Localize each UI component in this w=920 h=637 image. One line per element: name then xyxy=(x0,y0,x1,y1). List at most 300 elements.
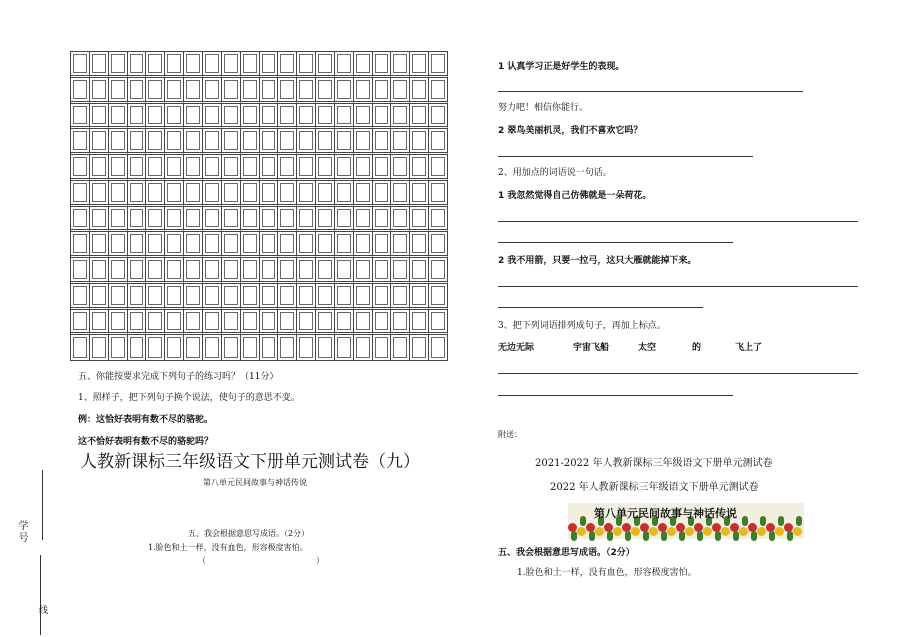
grid-cell[interactable] xyxy=(410,258,429,284)
grid-cell[interactable] xyxy=(90,52,109,78)
grid-cell[interactable] xyxy=(90,232,109,258)
grid-cell[interactable] xyxy=(354,207,373,233)
grid-cell[interactable] xyxy=(165,207,184,233)
grid-cell[interactable] xyxy=(316,232,335,258)
grid-cell[interactable] xyxy=(354,232,373,258)
grid-cell[interactable] xyxy=(241,52,260,78)
grid-cell[interactable] xyxy=(278,155,297,181)
grid-cell[interactable] xyxy=(391,104,410,130)
grid-cell[interactable] xyxy=(354,335,373,361)
idiom-question: 1.脸色和土一样，没有血色，形容极度害怕。 xyxy=(148,543,308,552)
grid-cell[interactable] xyxy=(335,207,354,233)
grid-cell[interactable] xyxy=(316,310,335,336)
sentence-3: 1 我忽然觉得自己仿佛就是一朵荷花。 xyxy=(498,191,652,201)
grid-cell[interactable] xyxy=(109,52,128,78)
leaf-icon xyxy=(787,531,793,541)
grid-cell[interactable] xyxy=(335,258,354,284)
grid-cell[interactable] xyxy=(203,310,222,336)
grid-cell[interactable] xyxy=(260,129,279,155)
grid-cell[interactable] xyxy=(165,284,184,310)
grid-cell[interactable] xyxy=(146,310,165,336)
grid-cell[interactable] xyxy=(71,52,90,78)
grid-cell[interactable] xyxy=(241,284,260,310)
grid-cell[interactable] xyxy=(203,284,222,310)
page-title: 人教新课标三年级语文下册单元测试卷（九） xyxy=(80,452,420,472)
grid-cell[interactable] xyxy=(335,181,354,207)
grid-cell[interactable] xyxy=(128,155,147,181)
grid-cell[interactable] xyxy=(222,284,241,310)
grid-cell[interactable] xyxy=(71,155,90,181)
grid-cell[interactable] xyxy=(241,232,260,258)
leaf-icon xyxy=(589,531,595,541)
grid-cell[interactable] xyxy=(184,155,203,181)
appendix-label: 附送： xyxy=(498,430,522,439)
grid-cell[interactable] xyxy=(109,155,128,181)
grid-cell[interactable] xyxy=(203,155,222,181)
grid-cell[interactable] xyxy=(354,284,373,310)
binding-line xyxy=(40,555,41,635)
grid-cell[interactable] xyxy=(146,52,165,78)
grid-cell[interactable] xyxy=(222,181,241,207)
grid-cell[interactable] xyxy=(128,232,147,258)
grid-cell[interactable] xyxy=(71,258,90,284)
grid-cell[interactable] xyxy=(391,52,410,78)
grid-cell[interactable] xyxy=(373,78,392,104)
grid-cell[interactable] xyxy=(203,129,222,155)
grid-cell[interactable] xyxy=(373,232,392,258)
grid-cell[interactable] xyxy=(241,258,260,284)
grid-cell[interactable] xyxy=(241,155,260,181)
grid-cell[interactable] xyxy=(90,284,109,310)
grid-cell[interactable] xyxy=(410,78,429,104)
grid-cell[interactable] xyxy=(335,335,354,361)
grid-cell[interactable] xyxy=(297,129,316,155)
grid-cell[interactable] xyxy=(260,78,279,104)
grid-cell[interactable] xyxy=(410,232,429,258)
grid-cell[interactable] xyxy=(128,207,147,233)
grid-cell[interactable] xyxy=(90,155,109,181)
grid-cell[interactable] xyxy=(165,335,184,361)
grid-cell[interactable] xyxy=(146,129,165,155)
grid-cell[interactable] xyxy=(203,335,222,361)
grid-cell[interactable] xyxy=(165,155,184,181)
answer-line[interactable] xyxy=(498,373,858,374)
grid-cell[interactable] xyxy=(373,104,392,130)
grid-cell[interactable] xyxy=(203,104,222,130)
grid-cell[interactable] xyxy=(260,155,279,181)
grid-cell[interactable] xyxy=(128,181,147,207)
grid-cell[interactable] xyxy=(184,129,203,155)
grid-cell[interactable] xyxy=(184,78,203,104)
grid-cell[interactable] xyxy=(335,104,354,130)
grid-cell[interactable] xyxy=(260,52,279,78)
grid-cell[interactable] xyxy=(146,104,165,130)
grid-cell[interactable] xyxy=(71,335,90,361)
encourage-text: 努力吧！相信你能行。 xyxy=(498,103,589,113)
grid-cell[interactable] xyxy=(241,335,260,361)
grid-cell[interactable] xyxy=(373,155,392,181)
grid-cell[interactable] xyxy=(222,129,241,155)
grid-cell[interactable] xyxy=(316,129,335,155)
grid-cell[interactable] xyxy=(335,155,354,181)
example-sentence: 例：这恰好表明有数不尽的骆驼。 xyxy=(78,415,214,425)
grid-cell[interactable] xyxy=(354,258,373,284)
grid-cell[interactable] xyxy=(128,129,147,155)
grid-cell[interactable] xyxy=(109,181,128,207)
grid-cell[interactable] xyxy=(335,78,354,104)
grid-cell[interactable] xyxy=(128,284,147,310)
grid-cell[interactable] xyxy=(354,181,373,207)
flower-icon xyxy=(757,527,766,536)
leaf-icon xyxy=(571,531,577,541)
answer-paren-open: （ xyxy=(198,556,206,565)
word-item: 无边无际 xyxy=(498,343,535,353)
grid-cell[interactable] xyxy=(146,181,165,207)
grid-cell[interactable] xyxy=(203,232,222,258)
grid-cell[interactable] xyxy=(429,104,448,130)
leaf-icon xyxy=(769,531,775,541)
grid-cell[interactable] xyxy=(165,258,184,284)
leaf-icon xyxy=(643,531,649,541)
grid-cell[interactable] xyxy=(297,335,316,361)
grid-cell[interactable] xyxy=(203,258,222,284)
grid-cell[interactable] xyxy=(429,258,448,284)
answer-line[interactable] xyxy=(498,286,858,287)
grid-cell[interactable] xyxy=(165,78,184,104)
grid-cell[interactable] xyxy=(109,104,128,130)
grid-cell[interactable] xyxy=(410,284,429,310)
grid-cell[interactable] xyxy=(128,78,147,104)
grid-cell[interactable] xyxy=(354,78,373,104)
grid-cell[interactable] xyxy=(222,232,241,258)
grid-cell[interactable] xyxy=(410,310,429,336)
flower-icon xyxy=(613,527,622,536)
grid-cell[interactable] xyxy=(278,129,297,155)
leaf-icon xyxy=(760,516,766,526)
grid-cell[interactable] xyxy=(241,207,260,233)
answer-line[interactable] xyxy=(498,395,733,396)
grid-cell[interactable] xyxy=(203,52,222,78)
grid-cell[interactable] xyxy=(128,258,147,284)
grid-cell[interactable] xyxy=(90,207,109,233)
answer-line[interactable] xyxy=(498,242,733,243)
grid-cell[interactable] xyxy=(260,207,279,233)
grid-cell[interactable] xyxy=(429,181,448,207)
q3-instruction: 3、把下列词语排列成句子，再加上标点。 xyxy=(498,321,666,331)
grid-cell[interactable] xyxy=(335,52,354,78)
grid-cell[interactable] xyxy=(71,104,90,130)
grid-cell[interactable] xyxy=(354,155,373,181)
sentence-1: 1 认真学习正是好学生的表现。 xyxy=(498,62,625,72)
grid-cell[interactable] xyxy=(260,310,279,336)
grid-cell[interactable] xyxy=(71,232,90,258)
grid-cell[interactable] xyxy=(90,181,109,207)
grid-cell[interactable] xyxy=(90,104,109,130)
grid-cell[interactable] xyxy=(335,129,354,155)
grid-cell[interactable] xyxy=(297,232,316,258)
flower-icon xyxy=(649,527,658,536)
grid-cell[interactable] xyxy=(391,129,410,155)
grid-cell[interactable] xyxy=(316,104,335,130)
leaf-icon xyxy=(715,531,721,541)
flower-icon xyxy=(721,527,730,536)
grid-cell[interactable] xyxy=(297,207,316,233)
grid-cell[interactable] xyxy=(90,129,109,155)
grid-cell[interactable] xyxy=(184,52,203,78)
grid-cell[interactable] xyxy=(184,232,203,258)
grid-cell[interactable] xyxy=(260,284,279,310)
grid-cell[interactable] xyxy=(297,181,316,207)
grid-cell[interactable] xyxy=(410,181,429,207)
grid-cell[interactable] xyxy=(184,335,203,361)
grid-cell[interactable] xyxy=(354,129,373,155)
grid-cell[interactable] xyxy=(109,129,128,155)
grid-cell[interactable] xyxy=(316,258,335,284)
grid-cell[interactable] xyxy=(297,258,316,284)
grid-cell[interactable] xyxy=(373,207,392,233)
grid-cell[interactable] xyxy=(260,232,279,258)
composition-grid[interactable] xyxy=(70,51,448,361)
grid-cell[interactable] xyxy=(297,104,316,130)
grid-cell[interactable] xyxy=(71,207,90,233)
grid-cell[interactable] xyxy=(203,207,222,233)
grid-cell[interactable] xyxy=(391,155,410,181)
grid-cell[interactable] xyxy=(429,335,448,361)
grid-cell[interactable] xyxy=(373,129,392,155)
grid-cell[interactable] xyxy=(373,284,392,310)
grid-cell[interactable] xyxy=(410,335,429,361)
grid-cell[interactable] xyxy=(146,232,165,258)
grid-cell[interactable] xyxy=(316,155,335,181)
grid-cell[interactable] xyxy=(429,284,448,310)
word-item: 太空 xyxy=(638,343,657,353)
grid-cell[interactable] xyxy=(260,335,279,361)
grid-cell[interactable] xyxy=(90,335,109,361)
grid-cell[interactable] xyxy=(222,258,241,284)
grid-cell[interactable] xyxy=(71,129,90,155)
grid-cell[interactable] xyxy=(165,52,184,78)
sentence-4: 2 我不用箭，只要一拉弓，这只大雁就能掉下来。 xyxy=(498,256,697,266)
grid-cell[interactable] xyxy=(297,284,316,310)
grid-cell[interactable] xyxy=(278,78,297,104)
grid-cell[interactable] xyxy=(297,155,316,181)
answer-line[interactable] xyxy=(498,221,858,222)
grid-cell[interactable] xyxy=(410,207,429,233)
grid-cell[interactable] xyxy=(316,335,335,361)
flower-banner xyxy=(568,503,804,539)
leaf-icon xyxy=(796,516,802,526)
grid-cell[interactable] xyxy=(90,258,109,284)
grid-cell[interactable] xyxy=(373,52,392,78)
grid-cell[interactable] xyxy=(109,78,128,104)
grid-cell[interactable] xyxy=(71,181,90,207)
q2-instruction: 2、用加点的词语说一句话。 xyxy=(498,168,612,178)
leaf-icon xyxy=(733,531,739,541)
grid-cell[interactable] xyxy=(203,181,222,207)
grid-cell[interactable] xyxy=(278,52,297,78)
flower-icon xyxy=(793,527,802,536)
grid-cell[interactable] xyxy=(278,207,297,233)
grid-cell[interactable] xyxy=(71,310,90,336)
grid-cell[interactable] xyxy=(184,258,203,284)
grid-cell[interactable] xyxy=(429,207,448,233)
grid-cell[interactable] xyxy=(410,104,429,130)
grid-cell[interactable] xyxy=(222,52,241,78)
grid-cell[interactable] xyxy=(278,258,297,284)
binding-line-label: 线 xyxy=(37,605,47,616)
leaf-icon xyxy=(778,516,784,526)
grid-cell[interactable] xyxy=(429,310,448,336)
grid-cell[interactable] xyxy=(391,232,410,258)
grid-cell[interactable] xyxy=(146,207,165,233)
grid-cell[interactable] xyxy=(316,207,335,233)
grid-cell[interactable] xyxy=(260,181,279,207)
grid-cell[interactable] xyxy=(335,284,354,310)
student-id-blank xyxy=(42,470,43,540)
flower-icon xyxy=(685,527,694,536)
grid-cell[interactable] xyxy=(278,181,297,207)
sentence-2: 2 翠鸟美丽机灵，我们不喜欢它吗？ xyxy=(498,126,643,136)
idiom-section-title: 五、我会根据意思写成语。（2分） xyxy=(498,548,635,558)
grid-cell[interactable] xyxy=(373,258,392,284)
grid-cell[interactable] xyxy=(354,104,373,130)
grid-cell[interactable] xyxy=(222,310,241,336)
grid-cell[interactable] xyxy=(241,104,260,130)
grid-cell[interactable] xyxy=(241,310,260,336)
grid-cell[interactable] xyxy=(146,155,165,181)
grid-cell[interactable] xyxy=(184,207,203,233)
grid-cell[interactable] xyxy=(165,181,184,207)
grid-cell[interactable] xyxy=(429,78,448,104)
grid-cell[interactable] xyxy=(184,310,203,336)
grid-cell[interactable] xyxy=(335,310,354,336)
grid-cell[interactable] xyxy=(90,310,109,336)
banner-title: 第八单元民间故事与神话传说 xyxy=(594,507,737,520)
grid-cell[interactable] xyxy=(109,310,128,336)
grid-cell[interactable] xyxy=(184,181,203,207)
grid-cell[interactable] xyxy=(373,310,392,336)
grid-cell[interactable] xyxy=(316,78,335,104)
grid-cell[interactable] xyxy=(354,52,373,78)
grid-cell[interactable] xyxy=(278,284,297,310)
idiom-question: 1.脸色和土一样，没有血色，形容极度害怕。 xyxy=(517,568,697,578)
flower-icon xyxy=(739,527,748,536)
grid-cell[interactable] xyxy=(165,104,184,130)
grid-cell[interactable] xyxy=(297,310,316,336)
grid-cell[interactable] xyxy=(109,258,128,284)
flower-icon xyxy=(703,527,712,536)
grid-cell[interactable] xyxy=(429,155,448,181)
grid-cell[interactable] xyxy=(222,155,241,181)
flower-icon xyxy=(577,527,586,536)
word-item: 宇宙飞船 xyxy=(573,343,610,353)
grid-cell[interactable] xyxy=(241,181,260,207)
grid-cell[interactable] xyxy=(297,52,316,78)
grid-cell[interactable] xyxy=(354,310,373,336)
grid-cell[interactable] xyxy=(391,258,410,284)
grid-cell[interactable] xyxy=(410,129,429,155)
grid-cell[interactable] xyxy=(71,78,90,104)
grid-cell[interactable] xyxy=(146,335,165,361)
grid-cell[interactable] xyxy=(128,335,147,361)
grid-cell[interactable] xyxy=(429,232,448,258)
grid-cell[interactable] xyxy=(109,232,128,258)
grid-cell[interactable] xyxy=(278,104,297,130)
grid-cell[interactable] xyxy=(278,310,297,336)
grid-cell[interactable] xyxy=(410,52,429,78)
grid-cell[interactable] xyxy=(297,78,316,104)
grid-cell[interactable] xyxy=(335,232,354,258)
flower-icon xyxy=(631,527,640,536)
q1-instruction: 1、照样子，把下列句子换个说法，使句子的意思不变。 xyxy=(78,393,300,403)
grid-cell[interactable] xyxy=(260,104,279,130)
flower-icon xyxy=(775,527,784,536)
grid-cell[interactable] xyxy=(391,181,410,207)
grid-cell[interactable] xyxy=(373,335,392,361)
grid-cell[interactable] xyxy=(146,258,165,284)
grid-cell[interactable] xyxy=(222,78,241,104)
grid-cell[interactable] xyxy=(391,207,410,233)
grid-cell[interactable] xyxy=(109,207,128,233)
grid-cell[interactable] xyxy=(222,335,241,361)
grid-cell[interactable] xyxy=(391,335,410,361)
grid-cell[interactable] xyxy=(165,310,184,336)
grid-cell[interactable] xyxy=(222,104,241,130)
grid-cell[interactable] xyxy=(71,284,90,310)
appendix-title-1: 2021-2022 年人教新课标三年级语文下册单元测试卷 xyxy=(535,458,773,469)
grid-cell[interactable] xyxy=(241,78,260,104)
answer-line[interactable] xyxy=(498,156,753,157)
grid-cell[interactable] xyxy=(316,52,335,78)
idiom-section-title: 五、我会根据意思写成语。（2分） xyxy=(188,529,310,538)
grid-cell[interactable] xyxy=(128,310,147,336)
grid-cell[interactable] xyxy=(391,284,410,310)
leaf-icon xyxy=(742,516,748,526)
grid-cell[interactable] xyxy=(410,155,429,181)
grid-cell[interactable] xyxy=(165,232,184,258)
grid-cell[interactable] xyxy=(109,335,128,361)
grid-cell[interactable] xyxy=(316,284,335,310)
grid-cell[interactable] xyxy=(429,129,448,155)
leaf-icon xyxy=(661,531,667,541)
answer-line[interactable] xyxy=(498,91,803,92)
flower-icon xyxy=(667,527,676,536)
grid-cell[interactable] xyxy=(222,207,241,233)
grid-cell[interactable] xyxy=(146,78,165,104)
grid-cell[interactable] xyxy=(90,78,109,104)
leaf-icon xyxy=(625,531,631,541)
grid-cell[interactable] xyxy=(184,104,203,130)
grid-cell[interactable] xyxy=(391,78,410,104)
leaf-icon xyxy=(607,531,613,541)
grid-cell[interactable] xyxy=(260,258,279,284)
grid-cell[interactable] xyxy=(391,310,410,336)
grid-cell[interactable] xyxy=(128,104,147,130)
answer-line[interactable] xyxy=(498,307,703,308)
grid-cell[interactable] xyxy=(128,52,147,78)
grid-cell[interactable] xyxy=(184,284,203,310)
grid-cell[interactable] xyxy=(316,181,335,207)
grid-cell[interactable] xyxy=(429,52,448,78)
grid-cell[interactable] xyxy=(241,129,260,155)
grid-cell[interactable] xyxy=(278,232,297,258)
grid-cell[interactable] xyxy=(165,129,184,155)
grid-cell[interactable] xyxy=(146,284,165,310)
grid-cell[interactable] xyxy=(278,335,297,361)
grid-cell[interactable] xyxy=(109,284,128,310)
grid-cell[interactable] xyxy=(373,181,392,207)
grid-cell[interactable] xyxy=(203,78,222,104)
